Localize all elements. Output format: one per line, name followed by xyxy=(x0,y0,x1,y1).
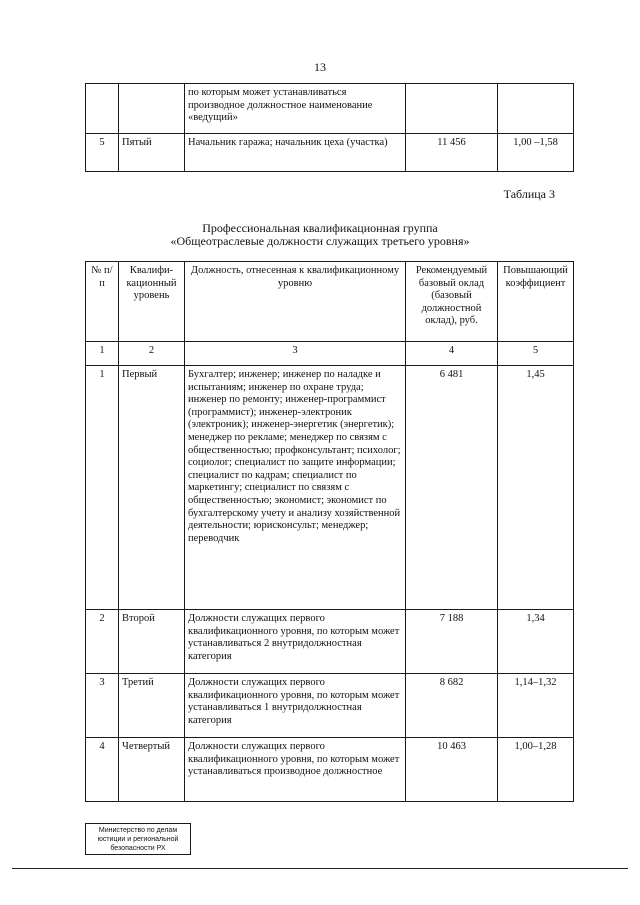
stamp-line2: юстиции и региональной xyxy=(97,836,179,843)
cell-salary: 7 188 xyxy=(406,610,498,674)
stamp-line3: безопасности РХ xyxy=(110,845,166,852)
cell-position: Должности служащих первого квалификационного уровня, по которым может устанавливаться 1 внутридолжностная категория xyxy=(185,674,406,738)
cell-level: Третий xyxy=(119,674,185,738)
column-number: 5 xyxy=(498,342,574,366)
header-level: Квалифи-кационный уровень xyxy=(119,262,185,342)
cell-position: Бухгалтер; инженер; инженер по наладке и испытаниям; инженер по охране труда; инженер по ремонту; инженер-программист (программист); инженер-электроник (электроник); инженер-энергетик (энергетик); менеджер по рекламе; менеджер по связям с общественностью; профконсультант; психолог; социолог; специалист по защите информации; специалист по кадрам; специалист по маркетингу; специалист по связям с общественностью; экономист; экономист по бухгалтерскому учету и анализу хозяйственной деятельности; юрисконсульт; менеджер; переводчик xyxy=(185,366,406,610)
cell-position: Должности служащих первого квалификационного уровня, по которым может устанавливаться производное должностное xyxy=(185,738,406,802)
header-num: № п/п xyxy=(86,262,119,342)
cell-level: Первый xyxy=(119,366,185,610)
table-row xyxy=(86,738,574,802)
table-row xyxy=(86,84,574,134)
cell-coef: 1,00 –1,58 xyxy=(498,134,574,172)
cell-num: 5 xyxy=(86,134,119,172)
cell-coef: 1,14–1,32 xyxy=(498,674,574,738)
table-label: Таблица 3 xyxy=(503,187,555,201)
table-header-row xyxy=(86,262,574,342)
table-row xyxy=(86,134,574,172)
cell-level xyxy=(119,84,185,134)
cell-coef: 1,00–1,28 xyxy=(498,738,574,802)
cell-salary: 8 682 xyxy=(406,674,498,738)
cell-salary: 11 456 xyxy=(406,134,498,172)
header-position: Должность, отнесенная к квалификационному уровню xyxy=(185,262,406,342)
column-number: 4 xyxy=(406,342,498,366)
column-number: 1 xyxy=(86,342,119,366)
cell-level: Второй xyxy=(119,610,185,674)
table-row xyxy=(86,610,574,674)
cell-salary: 6 481 xyxy=(406,366,498,610)
cell-num: 2 xyxy=(86,610,119,674)
page-number: 13 xyxy=(314,60,326,74)
table-row xyxy=(86,366,574,610)
cell-num: 3 xyxy=(86,674,119,738)
bottom-rule xyxy=(12,868,628,869)
column-number: 3 xyxy=(185,342,406,366)
header-salary: Рекомендуемый базовый оклад (базовый должностной оклад), руб. xyxy=(406,262,498,342)
header-coef: Повышающий коэффициент xyxy=(498,262,574,342)
cell-coef xyxy=(498,84,574,134)
cell-coef: 1,34 xyxy=(498,610,574,674)
group-title xyxy=(0,222,640,248)
continuation-table xyxy=(85,83,574,172)
cell-position: по которым может устанавливаться производное должностное наименование «ведущий» xyxy=(185,84,406,134)
group-title-line1: Профессиональная квалификационная группа xyxy=(202,221,438,235)
cell-num xyxy=(86,84,119,134)
column-number-row xyxy=(86,342,574,366)
cell-position: Должности служащих первого квалификационного уровня, по которым может устанавливаться 2 внутридолжностная категория xyxy=(185,610,406,674)
cell-salary: 10 463 xyxy=(406,738,498,802)
group-title-line2: «Общеотраслевые должности служащих третьего уровня» xyxy=(170,234,470,248)
column-number: 2 xyxy=(119,342,185,366)
cell-coef: 1,45 xyxy=(498,366,574,610)
qualification-table xyxy=(85,261,574,802)
registration-stamp xyxy=(85,823,191,855)
cell-num: 1 xyxy=(86,366,119,610)
table-row xyxy=(86,674,574,738)
cell-level: Четвертый xyxy=(119,738,185,802)
cell-salary xyxy=(406,84,498,134)
cell-level: Пятый xyxy=(119,134,185,172)
cell-num: 4 xyxy=(86,738,119,802)
cell-position: Начальник гаража; начальник цеха (участка) xyxy=(185,134,406,172)
stamp-line1: Министерство по делам xyxy=(98,827,178,834)
